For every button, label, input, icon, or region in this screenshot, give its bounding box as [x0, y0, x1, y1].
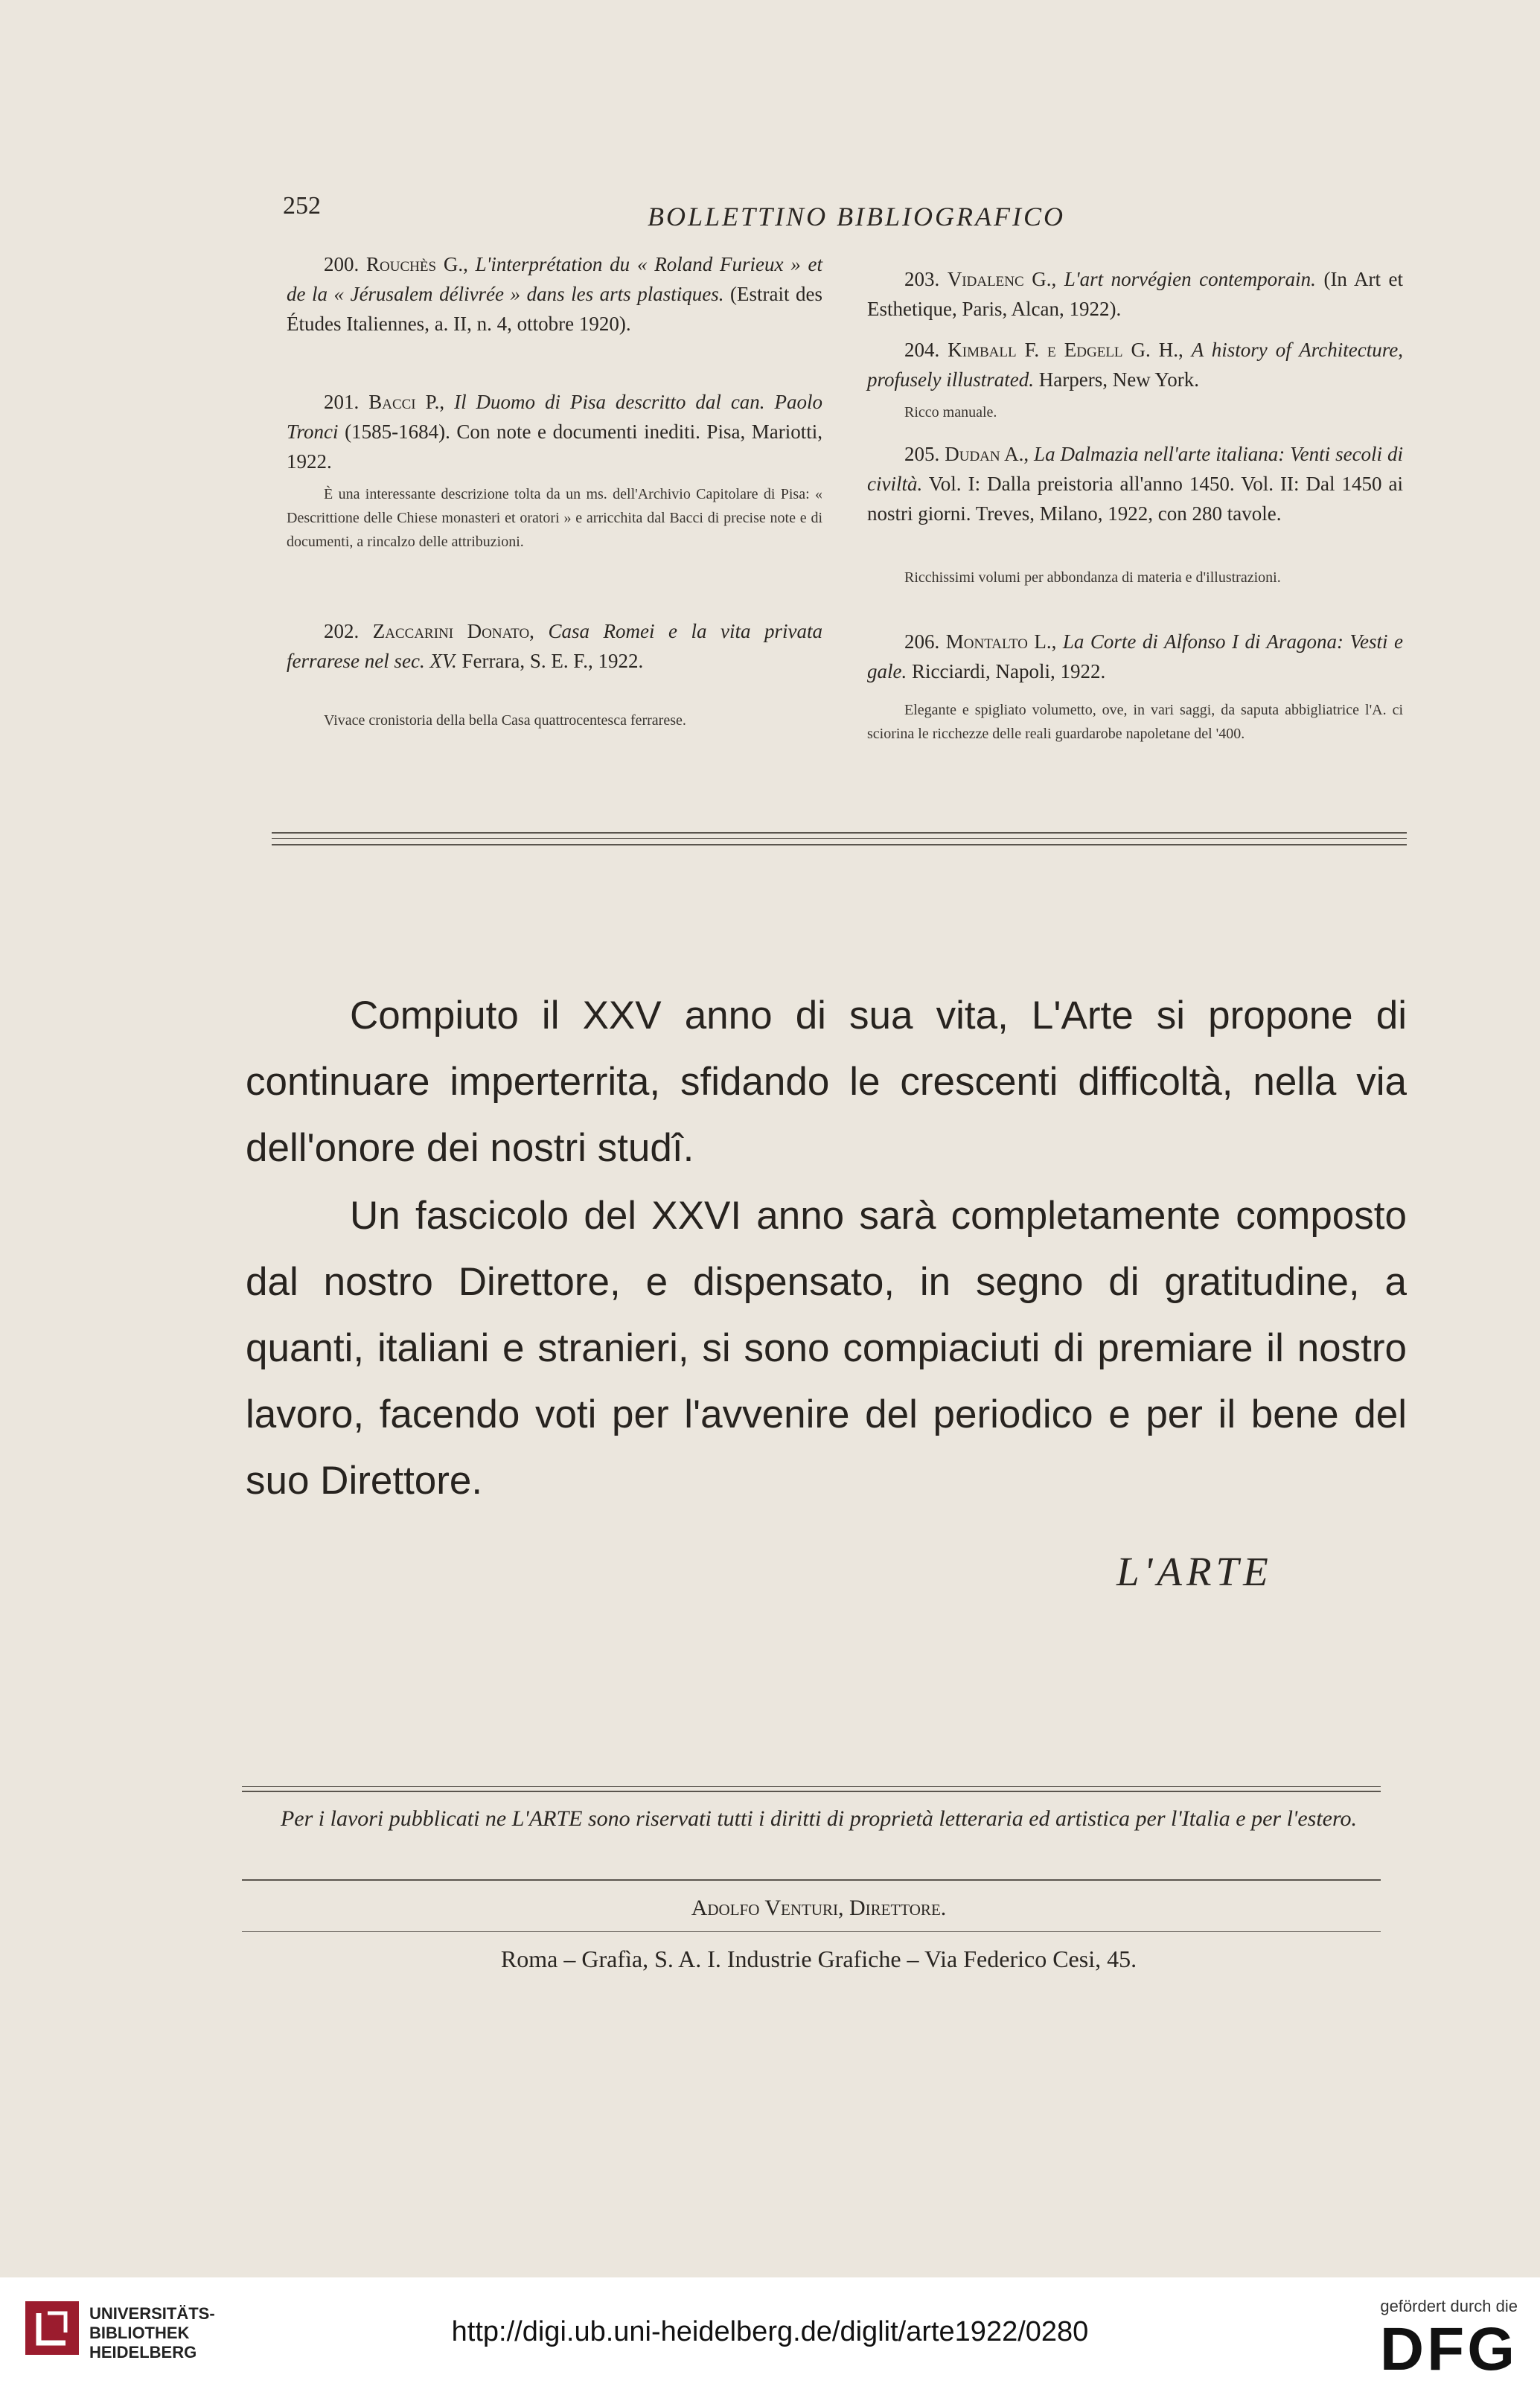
entry-title: L'art norvégien contemporain. [1064, 268, 1316, 290]
entry-title: Il Duomo di Pisa descritto dal can. Paolo Tronci [287, 391, 823, 443]
entry-number: 205. [904, 443, 940, 465]
library-name-line: UNIVERSITÄTS- [89, 2304, 215, 2323]
entry-206 [867, 627, 1403, 686]
entry-205-note: Ricchissimi volumi per abbondanza di materia e d'illustrazioni. [904, 569, 1281, 586]
announcement-paragraph: Compiuto il XXV anno di sua vita, L'Arte si propone di continuare imperterrita, sfidando le crescenti difficoltà, nella via dell'onore dei nostri studî. [246, 994, 1407, 1170]
entry-author: Zaccarini Donato, [372, 620, 534, 642]
entry-201 [287, 387, 822, 476]
printer-line: Roma – Grafìa, S. A. I. Industrie Grafiche – Via Federico Cesi, 45. [500, 1945, 1137, 1972]
entry-publication: (1585-1684). Con note e documenti inediti. Pisa, Mariotti, 1922. [287, 421, 822, 473]
divider-rule [272, 832, 1407, 834]
colophon-rule [242, 1879, 1381, 1881]
entry-201-note: È una interessante descrizione tolta da un ms. dell'Archivio Capitolare di Pisa: « Descrittione delle Chiese monasteri et oratori » e arricchita dal Bacci di precise note e di documenti, a rincalzo delle attribuzioni. [287, 486, 822, 550]
entry-number: 206. [904, 630, 940, 653]
entry-number: 201. [324, 391, 360, 413]
entry-publication: Ferrara, S. E. F., 1922. [461, 650, 644, 672]
library-name-line: HEIDELBERG [89, 2343, 197, 2362]
entry-author: Montalto L., [945, 630, 1057, 653]
entry-title: La Dalmazia nell'arte italiana: Venti secoli di civiltà. [867, 443, 1404, 495]
entry-title: L'interprétation du « Roland Furieux » et de la « Jérusalem délivrée » dans les arts plastiques. [287, 253, 822, 305]
announcement-paragraph: Un fascicolo del XXVI anno sarà completamente composto dal nostro Direttore, e dispensato, in segno di gratitudine, a quanti, italiani e stranieri, si sono compiaciuti di premiare il nostro lavoro, facendo voti per l'avvenire del periodico e per il bene del suo Direttore. [246, 1194, 1407, 1503]
entry-title: A history of Architecture, profusely illustrated. [867, 339, 1403, 391]
divider-rule [272, 844, 1407, 845]
colophon-rule [242, 1786, 1381, 1787]
entry-number: 202. [324, 620, 360, 642]
entry-author: Kimball F. e Edgell G. H., [948, 339, 1183, 361]
page-number: 252 [283, 192, 321, 220]
entry-number: 203. [904, 268, 940, 290]
entry-author: Dudan A., [945, 443, 1029, 465]
entry-202-note: Vivace cronistoria della bella Casa quattrocentesca ferrarese. [324, 712, 686, 729]
entry-204 [867, 335, 1403, 394]
entry-title: La Corte di Alfonso I di Aragona: Vesti e gale. [867, 630, 1404, 682]
divider-rule [272, 838, 1407, 839]
director-line: Adolfo Venturi, Direttore. [691, 1896, 947, 1920]
signature: L'ARTE [1116, 1549, 1273, 1594]
entry-number: 204. [904, 339, 940, 361]
entry-204-note: Ricco manuale. [904, 404, 997, 421]
running-head: BOLLETTINO BIBLIOGRAFICO [648, 202, 1066, 231]
dfg-logo: DFG [1379, 2315, 1518, 2383]
rights-notice: Per i lavori pubblicati ne L'ARTE sono riservati tutti i diritti di proprietà letteraria ed artistica per l'Italia e per l'estero. [280, 1806, 1358, 1831]
colophon-rule [242, 1791, 1381, 1792]
library-name-line: BIBLIOTHEK [89, 2324, 190, 2342]
entry-number: 200. [324, 253, 360, 275]
entry-author: Vidalenc G., [947, 268, 1057, 290]
entry-205 [867, 439, 1403, 528]
entry-author: Rouchès G., [366, 253, 468, 275]
entry-200 [287, 249, 822, 339]
entry-author: Bacci P., [368, 391, 445, 413]
permalink-url[interactable]: http://digi.ub.uni-heidelberg.de/diglit/arte1922/0280 [451, 2316, 1089, 2347]
announcement-text [246, 982, 1407, 1514]
entry-206-note: Elegante e spigliato volumetto, ove, in vari saggi, da saputa abbigliatrice l'A. ci sciorina le ricchezze delle reali guardarobe napoletane del '400. [867, 702, 1403, 742]
entry-203 [867, 264, 1403, 324]
funding-label: gefördert durch die [1380, 2297, 1518, 2315]
entry-202 [287, 616, 822, 676]
entry-publication: Vol. I: Dalla preistoria all'anno 1450. Vol. II: Dal 1450 ai nostri giorni. Treves, Milano, 1922, con 280 tavole. [867, 473, 1404, 525]
entry-publication: Ricciardi, Napoli, 1922. [912, 660, 1106, 682]
entry-publication: (Estrait des Études Italiennes, a. II, n. 4, ottobre 1920). [287, 283, 823, 335]
colophon-rule [242, 1931, 1381, 1932]
entry-publication: (In Art et Esthetique, Paris, Alcan, 1922). [867, 268, 1404, 320]
entry-publication: Harpers, New York. [1038, 368, 1199, 391]
entry-title: Casa Romei e la vita privata ferrarese nel sec. XV. [287, 620, 823, 672]
